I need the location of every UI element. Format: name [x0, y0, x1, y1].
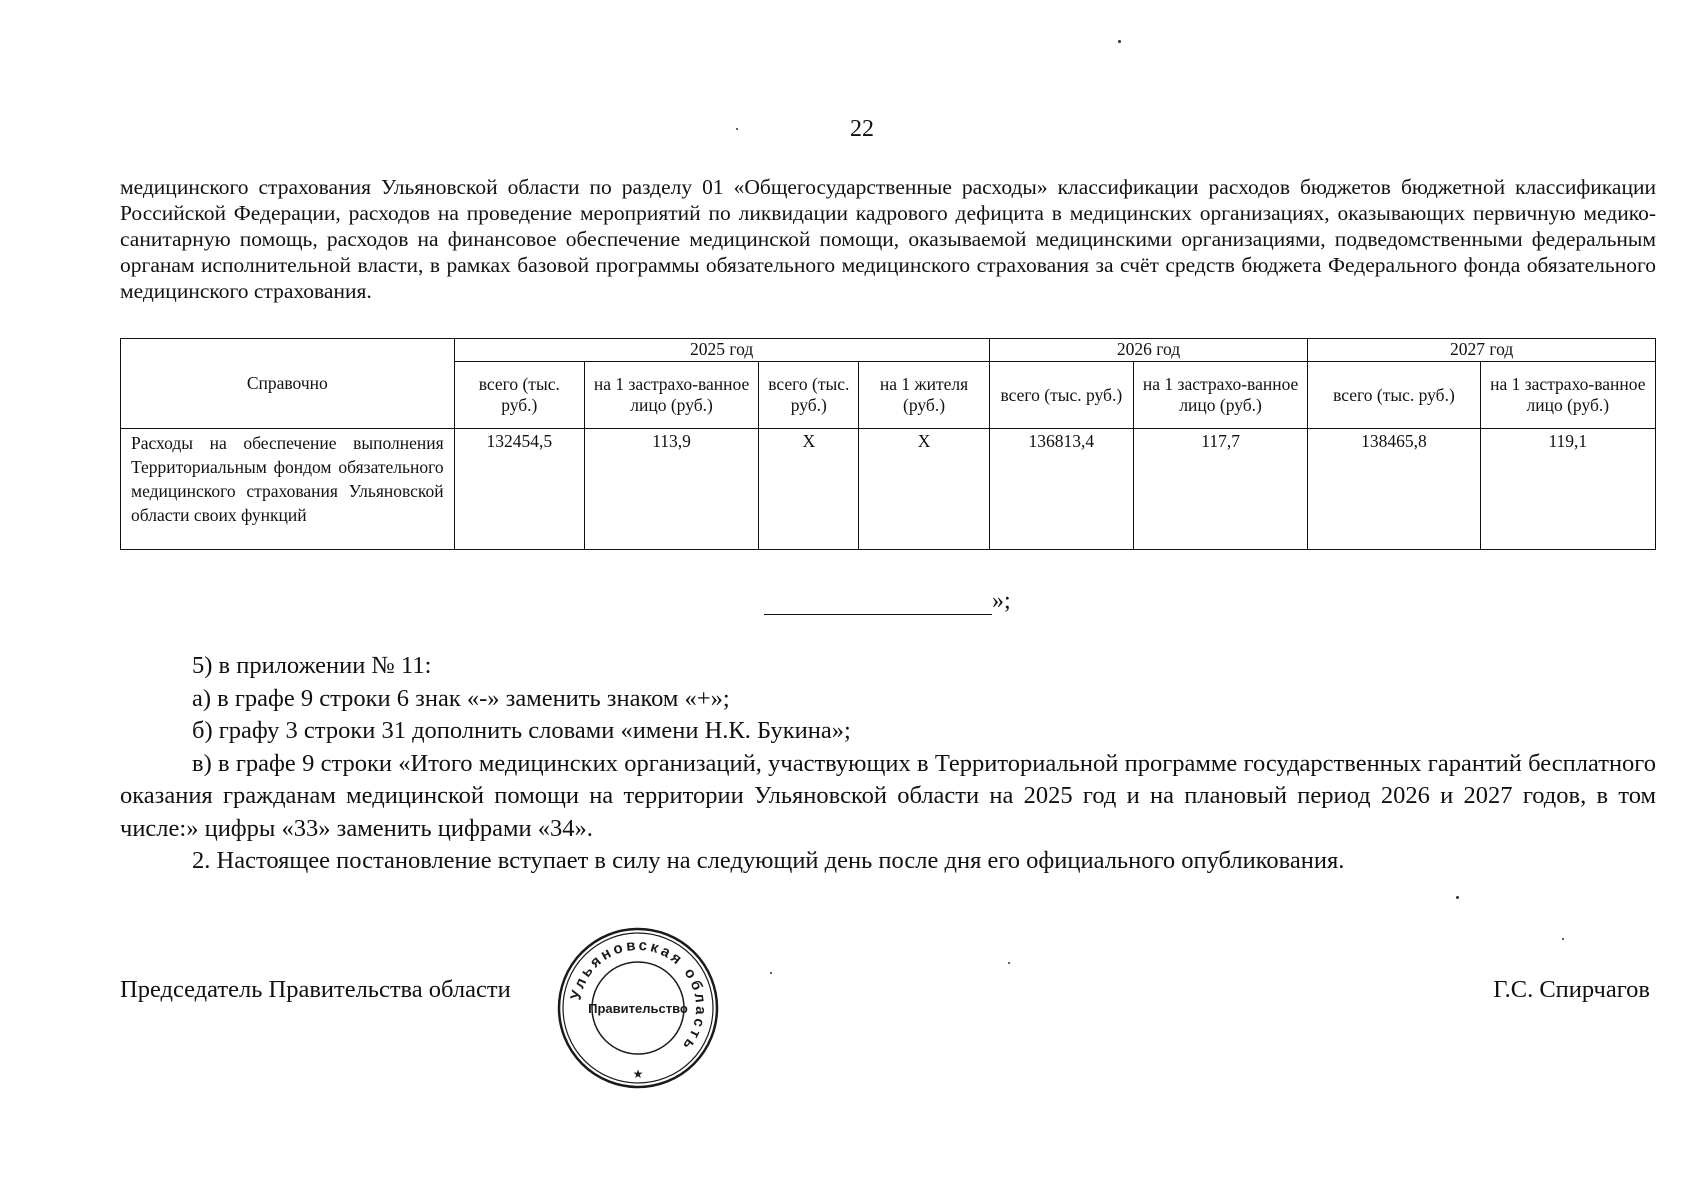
cell-2025-total-b: X: [759, 429, 859, 550]
amendment-item: 5) в приложении № 11:: [192, 652, 432, 679]
ref-header: Справочно: [121, 339, 455, 429]
year-header-2026: 2026 год: [989, 339, 1308, 362]
year-header-2025: 2025 год: [454, 339, 989, 362]
amendments: [120, 650, 1656, 878]
amendment-item: 2. Настоящее постановление вступает в силу на следующий день после дня его официального опубликования.: [192, 847, 1345, 874]
signer-title: Председатель Правительства области: [120, 976, 511, 1003]
intro-paragraph: медицинского страхования Ульяновской области по разделу 01 «Общегосударственные расходы» классификации расходов бюджетов бюджетной классификации Российской Федерации, расходов на проведение мероприятий по ликвидации кадрового дефицита в медицинских организациях, оказывающих первичную медико-санитарную помощь, расходов на финансовое обеспечение медицинской помощи, оказываемой медицинскими организациями, подведомственными федеральным органам исполнительной власти, в рамках базовой программы обязательного медицинского страхования за счёт средств бюджета Федерального фонда обязательного медицинского страхования.: [120, 175, 1656, 303]
seal-center-text: Правительство: [588, 1001, 688, 1016]
official-seal: [556, 926, 720, 1090]
cell-2027-total: 138465,8: [1308, 429, 1480, 550]
cell-2026-per-insured: 117,7: [1133, 429, 1307, 550]
page-number: 22: [850, 116, 874, 142]
col-2025-total: всего (тыс. руб.): [454, 362, 584, 429]
signer-name: Г.С. Спирчагов: [1493, 976, 1650, 1003]
col-2027-total: всего (тыс. руб.): [1308, 362, 1480, 429]
year-header-2027: 2027 год: [1308, 339, 1656, 362]
col-2026-per-insured: на 1 застрахо-ванное лицо (руб.): [1133, 362, 1307, 429]
row-label: Расходы на обеспечение выполнения Территориальным фондом обязательного медицинского страхования Ульяновской области своих функций: [121, 429, 455, 550]
closing-underline: [764, 588, 992, 615]
col-2027-per-insured: на 1 застрахо-ванное лицо (руб.): [1480, 362, 1655, 429]
closing-mark: »;: [992, 588, 1011, 614]
cell-2025-per-insured: 113,9: [584, 429, 758, 550]
seal-star-icon: ★: [632, 1067, 644, 1081]
cell-2025-total: 132454,5: [454, 429, 584, 550]
col-2026-total: всего (тыс. руб.): [989, 362, 1133, 429]
cell-2026-total: 136813,4: [989, 429, 1133, 550]
table-row: [121, 429, 1656, 550]
amendment-item: а) в графе 9 строки 6 знак «-» заменить знаком «+»;: [192, 684, 730, 712]
amendment-item: в) в графе 9 строки «Итого медицинских организаций, участвующих в Территориальной программе государственных гарантий бесплатного оказания гражданам медицинской помощи на территории Ульяновской области на 2025 год и на плановый период 2026 и 2027 годов, в том числе:» цифры «33» заменить цифрами «34».: [120, 749, 1656, 842]
col-2025-total-b: всего (тыс. руб.): [759, 362, 859, 429]
amendment-item: б) графу 3 строки 31 дополнить словами «имени Н.К. Букина»;: [192, 717, 851, 744]
cell-2025-per-resident: X: [859, 429, 989, 550]
col-2025-per-insured: на 1 застрахо-ванное лицо (руб.): [584, 362, 758, 429]
closing-line: [764, 588, 1011, 615]
seal-ring-text: Ульяновская область: [567, 936, 710, 1056]
reference-table: [120, 338, 1656, 550]
col-2025-per-resident: на 1 жителя (руб.): [859, 362, 989, 429]
cell-2027-per-insured: 119,1: [1480, 429, 1655, 550]
